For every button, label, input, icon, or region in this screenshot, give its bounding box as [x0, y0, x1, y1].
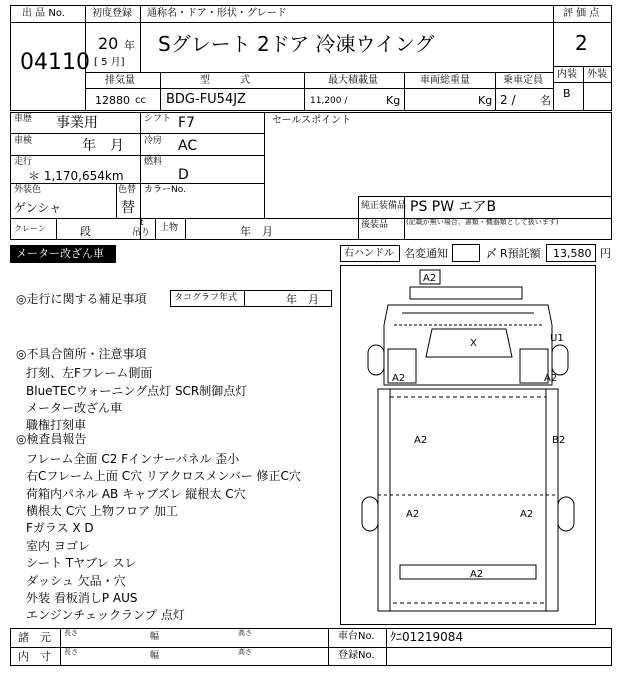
max-load-label: 最大積載量 [328, 75, 378, 86]
inspector-line: シート Tヤブレ スレ [26, 556, 137, 570]
inside-width-label: 幅 [150, 651, 160, 661]
sales-point-label: セールスポイント [272, 115, 352, 126]
name-change-box [452, 244, 480, 262]
inspector-line: フレーム全面 C2 Fインナーパネル 歪小 [26, 452, 240, 466]
name-label: 通称名・ドア・形状・グレード [147, 8, 287, 19]
color-code-label: カラーNo. [144, 185, 186, 195]
deadline-label: 〆 [486, 247, 497, 260]
platform-label: 上物 [160, 223, 179, 233]
capacity-value: 2 / [500, 93, 516, 107]
gross-weight-unit: Kg [478, 94, 493, 107]
wheel-rear-left [362, 497, 378, 531]
inspector-line: 外装 看板消しP AUS [26, 591, 138, 605]
interior-grade: B [563, 87, 571, 100]
defects-title: ◎不具合箇所・注意事項 [16, 347, 147, 361]
history-label: 車歴 [14, 114, 33, 124]
label-bottom: A2 [470, 569, 484, 580]
inspector-line: 荷箱内パネル AB キャブズレ 縦根太 C穴 [26, 487, 246, 501]
label-cab-right: A2 [544, 373, 558, 384]
options-value: PS PW エアB [410, 199, 497, 215]
wheel-front-left [368, 345, 384, 375]
platform-value: 年 月 [240, 225, 273, 238]
rear-bumper [400, 565, 536, 579]
model-value: BDG-FU54JZ [166, 92, 246, 107]
left-panel [378, 389, 390, 611]
gross-weight-label: 車両総重量 [420, 75, 470, 86]
chassis-label: 車台No. [338, 631, 375, 642]
shift-label: シフト [144, 114, 172, 124]
inside-label: 内 寸 [18, 650, 51, 663]
crane-hook: 吊り [132, 228, 151, 238]
cargo-box [378, 389, 558, 611]
chassis-value: ｸﾆ01219084 [390, 630, 464, 644]
dim-width-label: 幅 [150, 632, 160, 642]
aftermarket-label: 後装品 [361, 220, 389, 230]
label-body-left: A2 [414, 435, 428, 446]
grade-label: 評 価 点 [563, 8, 600, 19]
inspector-line: 横根太 C穴 上物フロア 加工 [26, 504, 178, 518]
year-unit: 年 [124, 39, 135, 52]
fuel-value: D [178, 167, 189, 183]
model-label: 型 式 [200, 75, 250, 86]
name-change-label: 名変通知 [404, 247, 448, 260]
color-change: 替 [121, 200, 135, 216]
inspector-line: Fガラス X D [26, 521, 94, 535]
meter-badge-text: メーター改ざん車 [16, 247, 104, 260]
capacity-unit: 名 [540, 94, 551, 107]
interior-label: 内装 [557, 69, 577, 80]
color-label: 外装色 [14, 185, 42, 195]
inspector-line: 室内 ヨゴレ [26, 539, 90, 553]
label-mid-left: A2 [406, 509, 420, 520]
crane-value: 段 [80, 225, 91, 238]
dim-length-label: 長さ [64, 629, 78, 637]
color-no-label: 色替 [118, 185, 137, 195]
reg-label: 登録No. [338, 650, 375, 661]
aftermarket-note: (記載が無い場合、書類・機器類として扱います) [406, 218, 559, 226]
label-windshield: X [470, 338, 477, 349]
r-tax-value: 13,580 [553, 247, 592, 260]
wheel-front-right [552, 345, 568, 375]
year-value: 20 [98, 34, 119, 53]
inspector-title: ◎検査員報告 [16, 432, 87, 446]
ac-value: AC [178, 138, 198, 154]
max-load-unit: Kg [386, 94, 401, 107]
defect-line: BlueTECウォーニング点灯 SCR制御点灯 [26, 384, 248, 398]
inspector-line: エンジンチェックランプ 点灯 [26, 608, 185, 622]
options-label: 純正装備品 [361, 201, 407, 211]
inspection-value: 年 月 [82, 138, 124, 154]
displacement-unit: cc [135, 95, 146, 106]
label-u1: U1 [550, 333, 564, 344]
shift-value: F7 [178, 115, 195, 131]
color-value: ゲンシャ [14, 201, 62, 215]
cab-outline [384, 305, 552, 385]
displacement-label: 排気量 [105, 75, 135, 86]
r-tax-unit: 円 [600, 247, 611, 260]
label-body-right: B2 [552, 435, 566, 446]
capacity-label: 乗車定員 [503, 75, 543, 86]
label-top: A2 [423, 273, 437, 284]
windshield [426, 329, 512, 357]
inspector-line: ダッシュ 欠品・穴 [26, 574, 126, 588]
handle-value: 右ハンドル [344, 248, 394, 259]
month-value: [ 5 月] [94, 57, 125, 68]
fuel-label: 燃料 [144, 157, 163, 167]
tacho-value: 年 月 [286, 293, 319, 306]
dim-label: 諸 元 [18, 631, 51, 644]
truck-diagram [340, 265, 596, 625]
mileage-value: ＊ 1,170,654km [28, 169, 124, 183]
ac-label: 冷房 [144, 136, 163, 146]
mirror-bar [410, 287, 522, 299]
label-mid-right: A2 [520, 509, 534, 520]
defect-line: メーター改ざん車 [26, 401, 123, 415]
crane-t: t [140, 218, 144, 228]
right-panel [546, 389, 558, 611]
inside-length-label: 長さ [64, 648, 78, 656]
history-value: 事業用 [56, 115, 98, 131]
tacho-label: タコグラフ年式 [174, 293, 238, 303]
first-reg-label: 初度登録 [92, 8, 132, 19]
inside-height-label: 高さ [238, 648, 252, 656]
exterior-label: 外装 [587, 69, 607, 80]
defect-line: 打刻、左Fフレーム側面 [26, 366, 153, 380]
r-tax-label: R預託額 [500, 247, 541, 260]
label-cab-left: A2 [392, 373, 406, 384]
displacement-value: 12880 [95, 94, 130, 107]
wheel-rear-right [558, 497, 574, 531]
mileage-label: 走行 [14, 157, 33, 167]
lot-number: 04110 [20, 50, 90, 75]
inspector-line: 右Cフレーム上面 C穴 リアクロスメンバー 修正C穴 [26, 469, 301, 483]
vehicle-title: Sグレート 2ドア 冷凍ウイング [158, 32, 435, 56]
crane-label: クレーン [14, 224, 46, 233]
lot-label: 出 品 No. [22, 8, 65, 19]
dim-height-label: 高さ [238, 629, 252, 637]
grade-value: 2 [575, 31, 588, 55]
max-load-value: 11,200 / [310, 96, 348, 106]
supplement-title: ◎走行に関する補足事項 [16, 292, 147, 306]
defect-line: 職権打刻車 [26, 418, 87, 432]
inspection-label: 車検 [14, 136, 33, 146]
